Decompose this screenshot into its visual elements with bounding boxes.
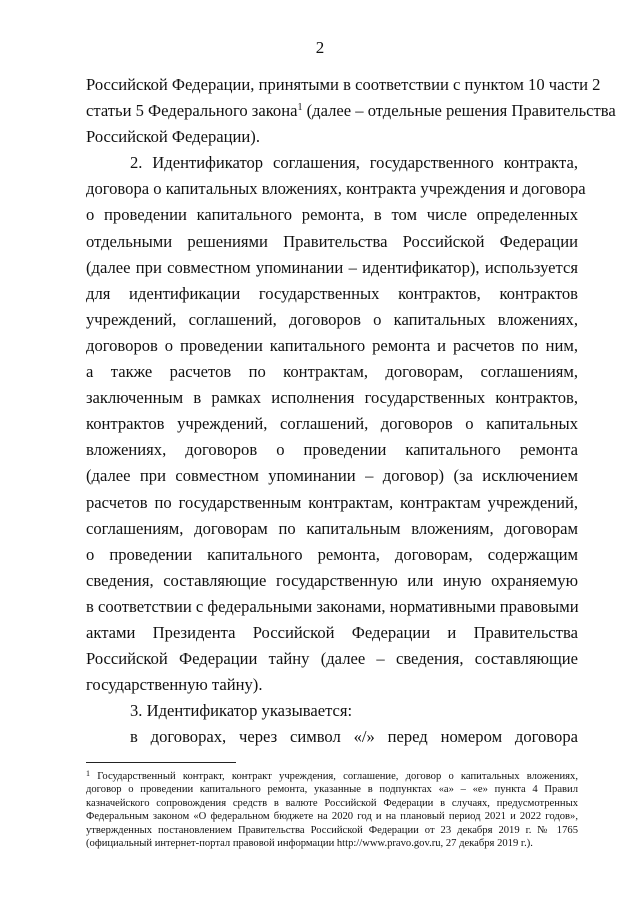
footnote-number: 1 [86,769,90,778]
body-line-21: в соответствии с федеральными законами, нормативными правовыми [86,596,579,616]
footnote-reference[interactable]: 1 [297,102,303,114]
body-text [86,72,616,750]
body-line-18: соглашениям, договорам по капитальным вложениям, договорам [86,518,578,538]
footnote-line-1-text: Государственный контракт, контракт учреждения, соглашение, договор о капитальных вложениях, [90,771,578,782]
body-line-20: сведения, составляющие государственную или иную охраняемую [86,570,578,590]
footnote-separator [86,762,236,763]
body-line-24: государственную тайну). [86,675,263,695]
footnote-line-6: (официальный интернет-портал правовой информации http://www.pravo.gov.ru, 27 декабря 2019 г.). [86,838,533,850]
body-line-19: о проведении капитального ремонта, договорам, содержащим [86,544,578,564]
body-line-17: расчетов по государственным контрактам, контрактам учреждений, [86,492,578,512]
body-line-11: договоров о проведении капитального ремонта и расчетов по ним, [86,335,578,355]
body-line-3: Российской Федерации). [86,127,260,147]
body-line-2 [86,98,616,124]
body-line-23: Российской Федерации тайну (далее – сведения, составляющие [86,649,578,669]
body-line-26: в договорах, через символ «/» перед номером договора [130,727,578,747]
body-line-8: (далее при совместном упоминании – идентификатор), используется [86,257,578,277]
body-line-14: контрактов учреждений, соглашений, договоров о капитальных [86,414,578,434]
body-line-13: заключенным в рамках исполнения государственных контрактов, [86,388,578,408]
footnote-line-1 [86,770,578,783]
body-line-15: вложениях, договоров о проведении капитального ремонта [86,440,578,460]
body-line-1: Российской Федерации, принятыми в соответствии с пунктом 10 части 2 [86,75,601,94]
footnote-line-4: Федеральным законом «О федеральном бюджете на 2020 год и на плановый период 2021 и 2022 годов», [86,811,578,823]
body-line-16: (далее при совместном упоминании – договор) (за исключением [86,466,578,486]
body-line-2-start: статьи 5 Федерального закона [86,101,298,121]
body-line-6: о проведении капитального ремонта, в том числе определенных [86,205,578,225]
body-line-22: актами Президента Российской Федерации и Правительства [86,622,578,642]
footnote-line-5: утвержденных постановлением Правительства Российской Федерации от 23 декабря 2019 г. № 1765 [86,824,578,836]
body-line-9: для идентификации государственных контрактов, контрактов [86,283,578,303]
page-number: 2 [315,38,325,57]
body-line-10: учреждений, соглашений, договоров о капитальных вложениях, [86,309,578,329]
footnote-line-2: договор о проведении капитального ремонта, указанные в подпунктах «а» – «е» пункта 4 Правил [86,784,578,796]
body-line-12: а также расчетов по контрактам, договорам, соглашениям, [86,362,578,382]
body-line-5: договора о капитальных вложениях, контракта учреждения и договора [86,179,586,199]
body-line-7: отдельными решениями Правительства Российской Федерации [86,231,578,251]
footnote-line-3: казначейского сопровождения средств в валюте Российской Федерации в случаях, предусмотренных [86,797,578,809]
footnote [86,770,578,850]
body-line-2-end: (далее – отдельные решения Правительства [302,101,616,121]
body-line-4: 2. Идентификатор соглашения, государственного контракта, [130,153,578,173]
body-line-25: 3. Идентификатор указывается: [130,701,353,721]
